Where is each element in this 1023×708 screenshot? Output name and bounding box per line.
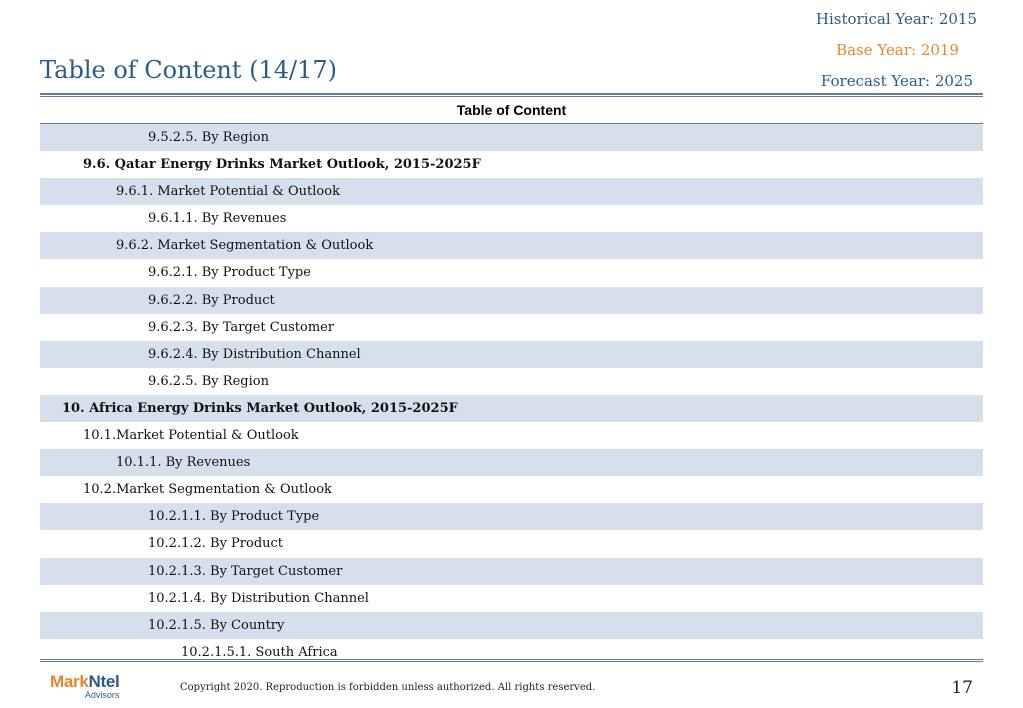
forecast-year: Forecast Year: 2025	[820, 72, 973, 90]
toc-row: 10.2.1.5.1. South Africa	[181, 644, 338, 660]
logo-wordmark	[50, 672, 119, 692]
toc-row: 10. Africa Energy Drinks Market Outlook, 2015-2025F	[40, 395, 983, 422]
toc-heading: Table of Content	[40, 96, 983, 124]
logo-mark-text: Mark	[50, 672, 89, 691]
toc-row: 10.1.1. By Revenues	[40, 449, 983, 476]
toc-rows	[40, 124, 983, 666]
toc-row: 9.6. Qatar Energy Drinks Market Outlook, 2015-2025F	[83, 157, 481, 173]
logo-subtitle: Advisors	[84, 690, 120, 700]
copyright-notice: Copyright 2020. Reproduction is forbidden unless authorized. All rights reserved.	[180, 682, 596, 693]
toc-row: 9.6.2.3. By Target Customer	[148, 319, 335, 335]
toc-row: 9.6.2.2. By Product	[40, 287, 983, 314]
logo-ntel-text: Ntel	[88, 672, 120, 691]
toc-row: 9.6.2. Market Segmentation & Outlook	[40, 232, 983, 259]
page-title: Table of Content (14/17)	[40, 56, 338, 84]
toc-row: 9.6.2.5. By Region	[148, 373, 269, 389]
toc-bottom-rule	[40, 659, 983, 662]
toc-row: 10.2.1.3. By Target Customer	[40, 558, 983, 585]
toc-row: 10.2.1.4. By Distribution Channel	[148, 590, 369, 606]
base-year: Base Year: 2019	[836, 41, 959, 59]
marknetel-logo	[50, 672, 119, 700]
toc-row: 10.2.1.1. By Product Type	[40, 503, 983, 530]
toc-table	[40, 93, 983, 666]
historical-year: Historical Year: 2015	[815, 10, 977, 28]
toc-row: 9.6.1. Market Potential & Outlook	[40, 178, 983, 205]
toc-row: 9.5.2.5. By Region	[40, 124, 983, 151]
toc-row: 10.2.Market Segmentation & Outlook	[83, 482, 332, 498]
toc-row: 9.6.2.4. By Distribution Channel	[40, 341, 983, 368]
toc-row: 10.2.1.2. By Product	[148, 536, 284, 552]
toc-row: 9.6.1.1. By Revenues	[148, 211, 287, 227]
page-number: 17	[951, 678, 973, 698]
toc-row: 9.6.2.1. By Product Type	[148, 265, 311, 281]
toc-row: 10.2.1.5. By Country	[40, 612, 983, 639]
toc-row: 10.1.Market Potential & Outlook	[83, 428, 299, 444]
